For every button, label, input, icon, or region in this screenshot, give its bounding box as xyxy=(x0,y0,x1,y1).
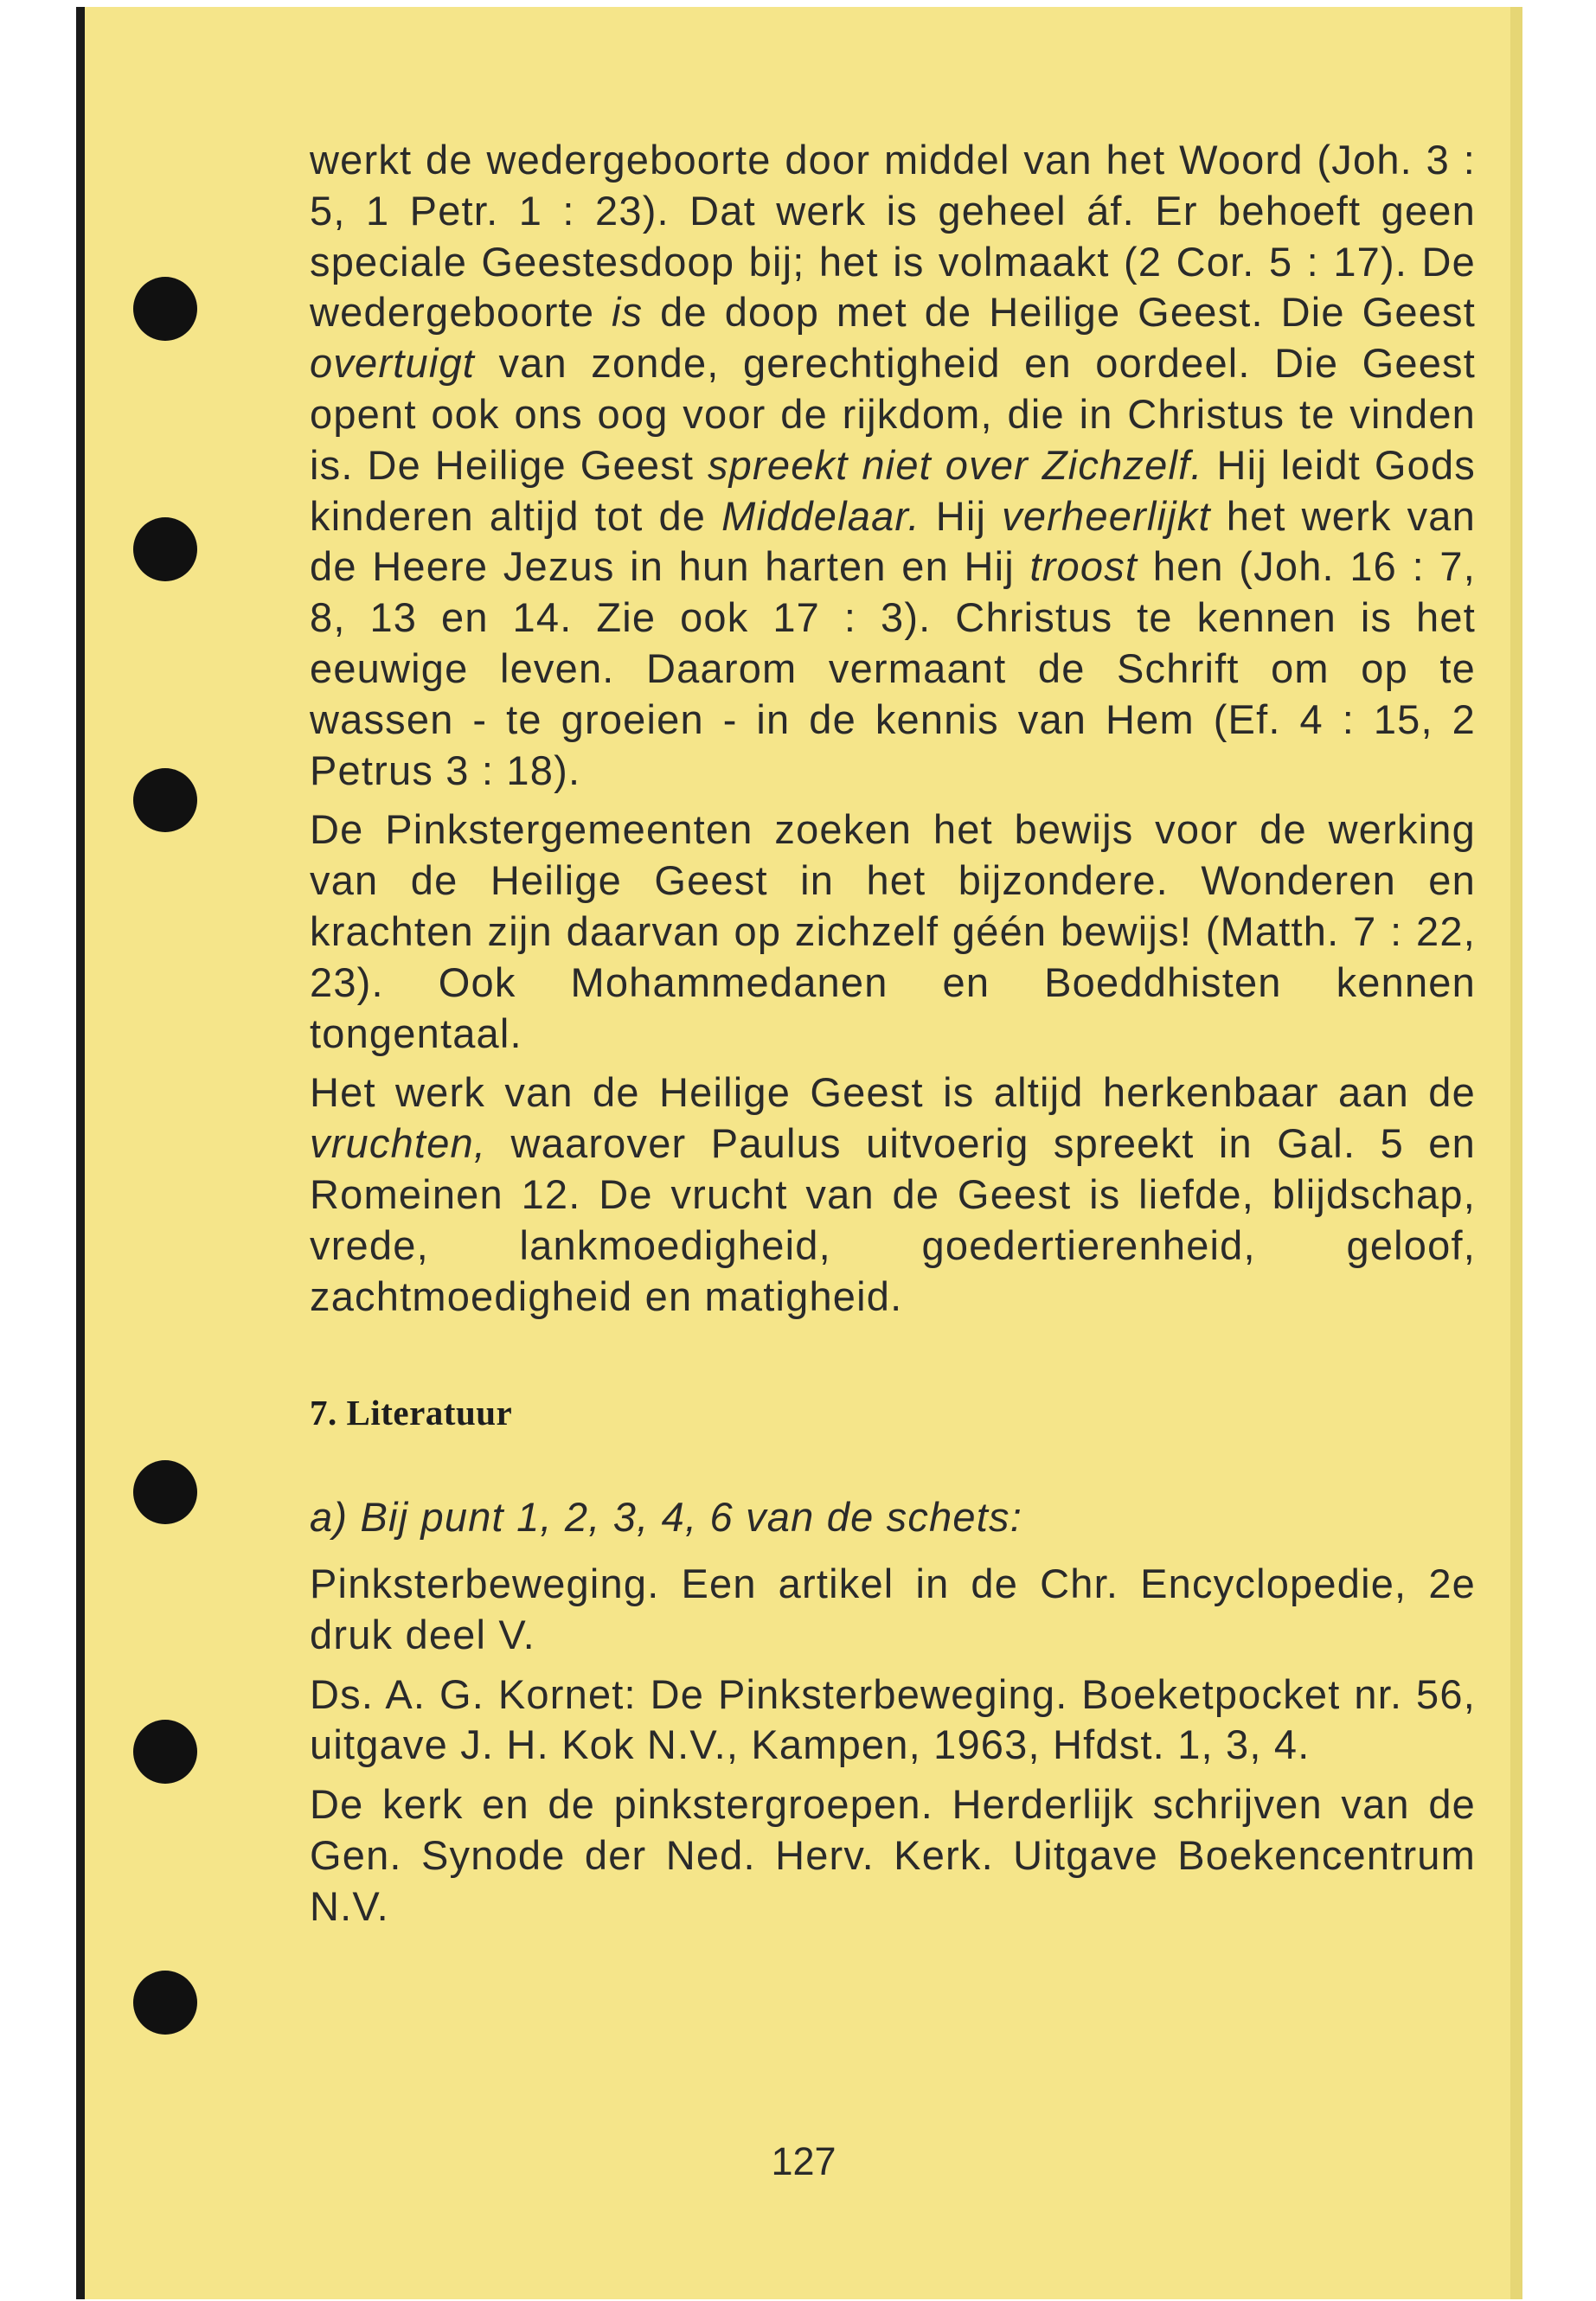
binder-hole xyxy=(133,277,197,341)
body-text xyxy=(310,135,1476,1932)
paragraph-pinkstergemeenten: De Pinkstergemeenten zoeken het bewijs voor de werking van de Heilige Geest in het bijzondere. Wonderen en krachten zijn daarvan op zichzelf géén bewijs! (Matth. 7 : 22, 23). Ook Mohammedanen en Boeddhisten kennen tongentaal. xyxy=(310,806,1476,1056)
literature-entry: De kerk en de pinkstergroepen. Herderlijk schrijven van de Gen. Synode der Ned. Herv. Kerk. Uitgave Boekencentrum N.V. xyxy=(310,1781,1476,1929)
page-number: 127 xyxy=(771,2139,836,2183)
section-subheading: a) Bij punt 1, 2, 3, 4, 6 van de schets: xyxy=(310,1494,1022,1541)
italic-run: verheerlijkt xyxy=(1002,492,1211,539)
binder-hole xyxy=(133,1460,197,1524)
literature-entry: Ds. A. G. Kornet: De Pinksterbeweging. Boeketpocket nr. 56, uitgave J. H. Kok N.V., Kampen, 1963, Hfdst. 1, 3, 4. xyxy=(310,1670,1476,1768)
text-run: de doop met de Heilige Geest. Die Geest xyxy=(643,289,1476,336)
text-run: het werk van de Heere Jezus in hun harten en Hij xyxy=(310,492,1476,590)
italic-run: Middelaar. xyxy=(721,492,920,539)
literature-entry: Pinksterbeweging. Een artikel in de Chr. Encyclopedie, 2e druk deel V. xyxy=(310,1560,1476,1657)
book-page xyxy=(76,7,1522,2299)
italic-run: overtuigt xyxy=(310,340,476,387)
binder-hole xyxy=(133,517,197,581)
text-run: Hij leidt Gods kinderen altijd tot de xyxy=(310,441,1476,539)
italic-run: vruchten, xyxy=(310,1120,487,1167)
text-run: waarover Paulus uitvoerig spreekt in Gal. 5 en Romeinen 12. De vrucht van de Geest is liefde, blijdschap, vrede, lankmoedigheid, goedertierenheid, geloof, zachtmoedigheid en matigheid. xyxy=(310,1120,1476,1319)
text-run: werkt de wedergeboorte door middel van het Woord (Joh. 3 : 5, 1 Petr. 1 : 23). Dat werk is geheel áf. Er behoeft geen speciale Geestesdoop bij; het is volmaakt (2 Cor. 5 : 17). De wedergeboorte xyxy=(310,137,1476,336)
text-run: van zonde, gerechtigheid en oordeel. Die Geest opent ook ons oog voor de rijkdom, die in Christus te vinden is. De Heilige Geest xyxy=(310,340,1476,488)
binder-hole xyxy=(133,768,197,832)
page-edge-shadow xyxy=(1510,7,1522,2299)
italic-run: is xyxy=(612,289,644,336)
text-run: Hij xyxy=(920,492,1003,539)
section-heading: 7. Literatuur xyxy=(310,1393,513,1433)
text-run: Het werk van de Heilige Geest is altijd herkenbaar aan de xyxy=(310,1069,1476,1116)
text-run: hen (Joh. 16 : 7, 8, 13 en 14. Zie ook 17 : 3). Christus te kennen is het eeuwige leven. Daarom vermaant de Schrift om op te wassen - te groeien - in de kennis van Hem (Ef. 4 : 15, 2 Petrus 3 : 18). xyxy=(310,543,1476,793)
italic-run: troost xyxy=(1029,543,1138,590)
binder-hole xyxy=(133,1720,197,1784)
binder-hole xyxy=(133,1971,197,2035)
italic-run: spreekt niet over Zichzelf. xyxy=(707,441,1203,488)
paragraph-holy-spirit-work xyxy=(310,135,1476,796)
paragraph-fruits-of-spirit xyxy=(310,1067,1476,1322)
